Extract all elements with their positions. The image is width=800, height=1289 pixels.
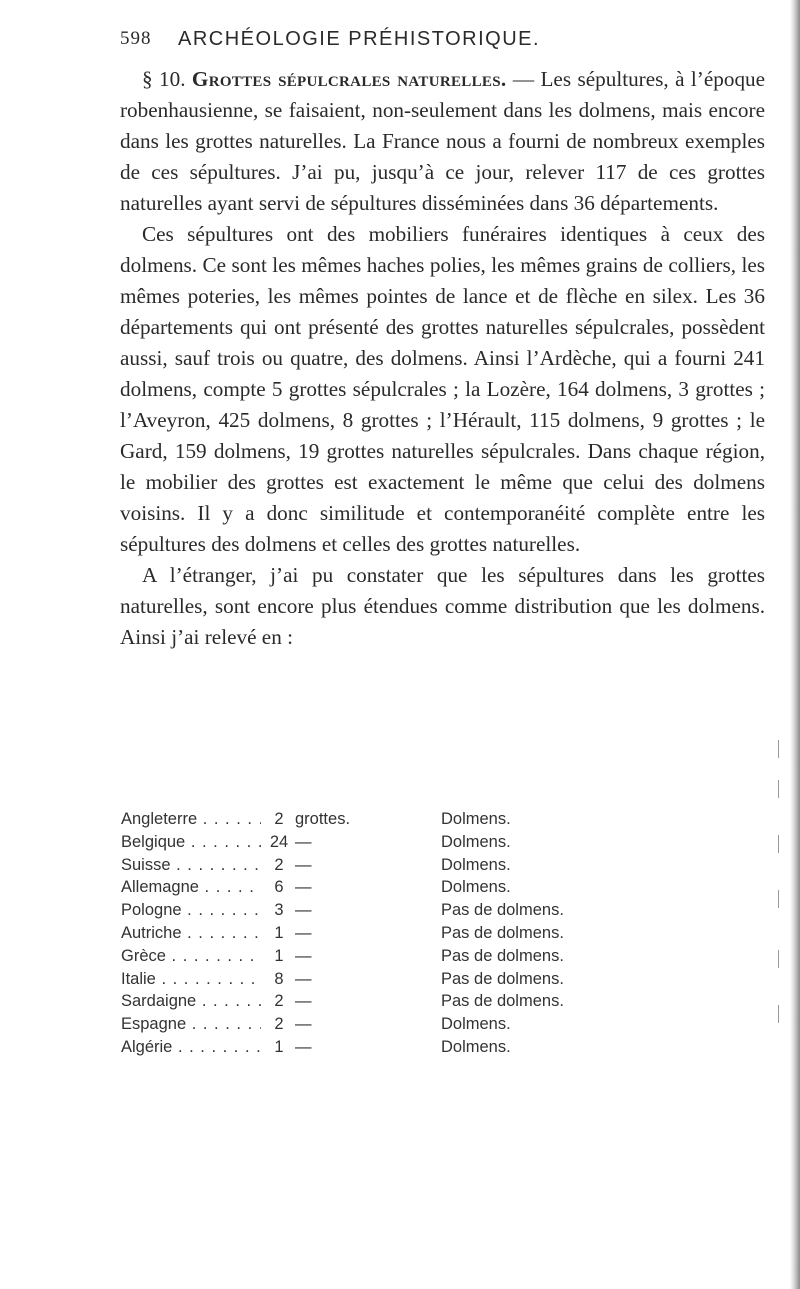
dolmens-cell: Pas de dolmens. <box>441 946 564 965</box>
dash-cell: — <box>295 832 312 851</box>
dash-cell: — <box>295 1037 312 1056</box>
dash-cell: — <box>295 992 312 1011</box>
table-row <box>121 878 681 901</box>
dolmens-cell: Dolmens. <box>441 855 511 874</box>
dash-cell: — <box>295 878 312 897</box>
country-cell: Suisse . . . <box>121 856 261 875</box>
country-cell: Angleterre . . . <box>121 810 261 829</box>
dash-cell: — <box>295 901 312 920</box>
table-row <box>121 1038 681 1061</box>
dolmens-cell: Dolmens. <box>441 1015 511 1034</box>
page-edge <box>790 0 800 1289</box>
dash-cell: — <box>295 969 312 988</box>
dolmens-cell: Pas de dolmens. <box>441 992 564 1011</box>
count-cell: 24 <box>269 832 289 851</box>
paragraph-1-text: — Les sépultures, à l’époque robenhausienne, se faisaient, non-seulement dans les dolmens, mais encore dans les grottes naturelles. La France nous a fourni de nombreux exemples de ces sépultures. J’ai pu, jusqu’à ce jour, relever 117 de ces grottes naturelles ayant servi de sépultures disséminées dans 36 départements. <box>120 67 766 215</box>
count-cell: 8 <box>274 969 284 988</box>
count-cell: 2 <box>274 1015 284 1034</box>
running-title: ARCHÉOLOGIE PRÉHISTORIQUE. <box>178 28 541 50</box>
table-row <box>121 856 681 879</box>
cave-distribution-table <box>121 810 681 1061</box>
dash-cell: — <box>295 855 312 874</box>
table-row <box>121 901 681 924</box>
body-text <box>120 64 765 653</box>
count-cell: 6 <box>274 878 284 897</box>
count-cell: 1 <box>274 946 284 965</box>
table-row <box>121 833 681 856</box>
country-cell: Grèce . . . <box>121 947 261 966</box>
unit-cell: grottes. <box>295 810 351 828</box>
dolmens-cell: Dolmens. <box>441 1037 511 1056</box>
paragraph-1 <box>120 64 765 219</box>
table-row <box>121 947 681 970</box>
country-cell: Autriche . . . <box>121 924 261 943</box>
section-title: Grottes sépulcrales naturelles. <box>191 67 507 91</box>
dolmens-cell: Dolmens. <box>441 810 511 828</box>
table-row <box>121 992 681 1015</box>
dolmens-cell: Dolmens. <box>441 832 511 851</box>
table-row <box>121 810 681 833</box>
paragraph-2: Ces sépultures ont des mobiliers funéraires identiques à ceux des dolmens. Ce sont les mêmes haches polies, les mêmes grains de colliers, les mêmes poteries, les mêmes pointes de lance et de flèche en silex. Les 36 départements qui ont présenté des grottes naturelles sépulcrales, possèdent aussi, sauf trois ou quatre, des dolmens. Ainsi l’Ardèche, qui a fourni 241 dolmens, compte 5 grottes sépulcrales ; la Lozère, 164 dolmens, 3 grottes ; l’Aveyron, 425 dolmens, 8 grottes ; l’Hérault, 115 dolmens, 9 grottes ; le Gard, 159 dolmens, 19 grottes naturelles sépulcrales. Dans chaque région, le mobilier des grottes est exactement le même que celui des dolmens voisins. Il y a donc similitude et contemporanéité complète entre les sépultures des dolmens et celles des grottes naturelles. <box>120 222 765 556</box>
count-cell: 2 <box>274 855 284 874</box>
country-cell: Sardaigne . . . <box>121 992 261 1011</box>
dolmens-cell: Dolmens. <box>441 878 511 897</box>
page-header <box>120 28 680 58</box>
dash-cell: — <box>295 946 312 965</box>
page-number: 598 <box>120 28 152 49</box>
section-label: § 10. <box>142 67 186 91</box>
paragraph-3: A l’étranger, j’ai pu constater que les sépultures dans les grottes naturelles, sont encore plus étendues comme distribution que les dolmens. Ainsi j’ai relevé en : <box>120 563 765 649</box>
table-row <box>121 1015 681 1038</box>
count-cell: 2 <box>274 992 284 1011</box>
count-cell: 1 <box>274 1037 284 1056</box>
country-cell: Italie . . . <box>121 970 261 989</box>
table-row <box>121 924 681 947</box>
table-row <box>121 970 681 993</box>
country-cell: Espagne . . . <box>121 1015 261 1034</box>
dolmens-cell: Pas de dolmens. <box>441 923 564 942</box>
country-cell: Pologne . . . <box>121 901 261 920</box>
count-cell: 3 <box>274 901 284 920</box>
dash-cell: — <box>295 1015 312 1034</box>
country-cell: Algérie . . . <box>121 1038 261 1057</box>
dolmens-cell: Pas de dolmens. <box>441 901 564 920</box>
country-cell: Allemagne . . . <box>121 878 261 897</box>
dolmens-cell: Pas de dolmens. <box>441 969 564 988</box>
edge-marks <box>778 740 786 1040</box>
dash-cell: — <box>295 923 312 942</box>
count-cell: 1 <box>274 923 284 942</box>
country-cell: Belgique . . . <box>121 833 261 852</box>
count-cell: 2 <box>274 810 284 828</box>
